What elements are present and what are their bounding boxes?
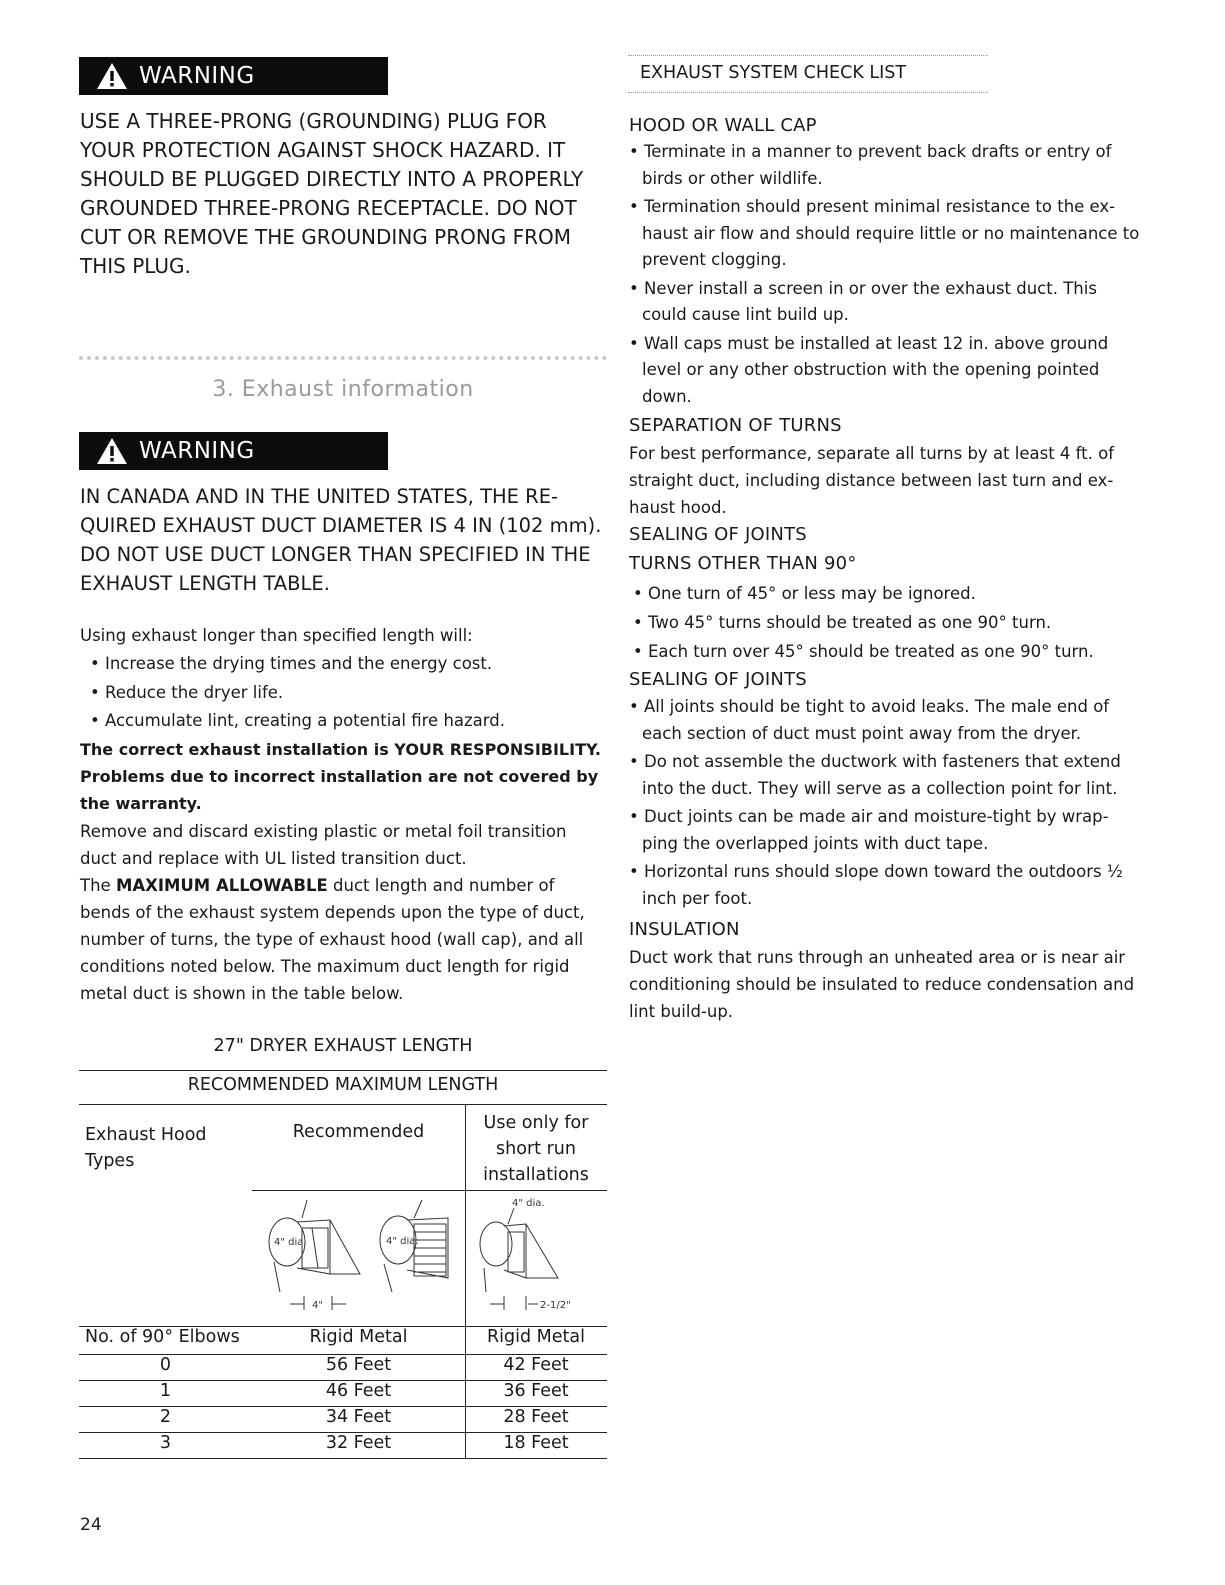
list-item: • Two 45° turns should be treated as one 90° turn. <box>633 613 1052 632</box>
table-cell: 2 <box>159 1407 172 1427</box>
list-item: • One turn of 45° or less may be ignored. <box>633 584 976 603</box>
text-line <box>629 694 1169 721</box>
text-line: inch per foot. <box>642 888 753 908</box>
text-line <box>629 749 1169 776</box>
checklist-title: EXHAUST SYSTEM CHECK LIST <box>640 63 907 83</box>
divider <box>79 1104 607 1105</box>
col-header-hood-types <box>85 1122 207 1174</box>
dimension-label: 2-1/2" <box>540 1300 571 1311</box>
text-line: haust air flow and should require little or no maintenance to <box>642 223 1140 243</box>
list-item <box>629 276 1169 329</box>
short-run-hood-illustration <box>466 1192 607 1322</box>
separation-text <box>629 440 1114 521</box>
text-line <box>629 804 1169 831</box>
text-span: Duct joints can be made air and moisture-tight by wrap- <box>643 807 1109 826</box>
intro-text: Using exhaust longer than specified length will: <box>80 626 473 645</box>
text-line: Remove and discard existing plastic or metal foil transition <box>80 822 567 841</box>
list-item <box>629 139 1169 192</box>
bullet-mark: • <box>629 197 644 216</box>
text-line: Use only for <box>483 1113 589 1133</box>
warning-triangle-icon <box>95 436 129 466</box>
text-line: conditioning should be insulated to reduce condensation and <box>629 975 1135 994</box>
text-span: All joints should be tight to avoid leaks. The male end of <box>643 697 1110 716</box>
warning-2-text <box>80 482 620 598</box>
dimension-label: 4" <box>312 1300 323 1311</box>
hood-bullets <box>629 139 1169 412</box>
table-cell: 32 Feet <box>325 1433 392 1453</box>
bullet-mark: • <box>629 697 644 716</box>
text-line: could cause lint build up. <box>642 305 849 324</box>
table-cell: 36 Feet <box>503 1381 569 1401</box>
text-line: DO NOT USE DUCT LONGER THAN SPECIFIED IN THE <box>80 543 591 566</box>
remove-note <box>80 818 566 872</box>
section-title: 3. Exhaust information <box>212 377 474 402</box>
section-divider <box>79 356 607 360</box>
bullet-mark: • <box>629 142 644 161</box>
text-line: level or any other obstruction with the opening pointed <box>642 360 1100 379</box>
text-line <box>629 331 1169 358</box>
text-line: down. <box>642 386 692 406</box>
divider <box>79 1458 607 1459</box>
rigid-metal-header: Rigid Metal <box>487 1327 585 1347</box>
text-line: IN CANADA AND IN THE UNITED STATES, THE RE- <box>80 485 559 508</box>
table-title: 27" DRYER EXHAUST LENGTH <box>213 1036 473 1056</box>
page-number: 24 <box>80 1515 102 1535</box>
text-span: Never install a screen in or over the exhaust duct. This <box>643 278 1097 298</box>
text-line: duct and replace with UL listed transition duct. <box>80 849 467 868</box>
warning-label: WARNING <box>139 63 255 89</box>
list-item <box>629 749 1169 802</box>
row-header <box>79 1327 607 1353</box>
bullet-mark: • <box>629 862 644 881</box>
bullet-mark: • <box>629 278 644 298</box>
checklist-header <box>628 55 988 93</box>
list-item <box>629 859 1169 912</box>
text-span: Termination should present minimal resistance to the ex- <box>643 197 1116 216</box>
text-line: Duct work that runs through an unheated area or is near air <box>629 948 1126 967</box>
table-row <box>79 1433 607 1459</box>
dia-label: 4" dia. <box>274 1237 307 1248</box>
list-item: • Accumulate lint, creating a potential fire hazard. <box>90 711 506 730</box>
bullet-mark: • <box>629 807 644 826</box>
text-line: prevent clogging. <box>642 250 787 269</box>
rigid-metal-header: Rigid Metal <box>309 1327 408 1347</box>
warning-label: WARNING <box>139 438 255 464</box>
col-header-short-run <box>465 1110 607 1188</box>
text-line: bends of the exhaust system depends upon the type of duct, <box>80 903 585 922</box>
text-line: Exhaust Hood <box>85 1125 207 1145</box>
warning-banner <box>79 57 388 95</box>
table-cell: 1 <box>159 1381 172 1401</box>
table-subtitle: RECOMMENDED MAXIMUM LENGTH <box>187 1075 499 1095</box>
text-line: into the duct. They will serve as a collection point for lint. <box>642 778 1118 798</box>
list-item <box>629 331 1169 411</box>
table-cell: 0 <box>159 1355 172 1375</box>
max-allowable-note <box>80 872 615 1007</box>
text-line: number of turns, the type of exhaust hood (wall cap), and all <box>80 930 584 949</box>
text-line: lint build-up. <box>629 1002 734 1021</box>
text-span: Terminate in a manner to prevent back drafts or entry of <box>643 142 1112 161</box>
insulation-text <box>629 944 1134 1025</box>
text-line <box>629 139 1169 166</box>
text-line: short run <box>496 1139 576 1159</box>
table-cell: 18 Feet <box>503 1433 569 1453</box>
table-cell: 46 Feet <box>325 1381 392 1401</box>
table-cell: 28 Feet <box>503 1407 569 1427</box>
text-line: ping the overlapped joints with duct tape. <box>642 833 989 853</box>
text-line <box>629 276 1169 303</box>
list-item: • Increase the drying times and the energy cost. <box>90 654 493 673</box>
text-line: QUIRED EXHAUST DUCT DIAMETER IS 4 IN (102 mm). <box>80 514 602 537</box>
text-line: EXHAUST LENGTH TABLE. <box>80 572 330 595</box>
sealing-bullets <box>629 694 1169 914</box>
table-cell: 3 <box>159 1433 172 1453</box>
insulation-title: INSULATION <box>629 919 740 940</box>
list-item <box>629 694 1169 747</box>
text-span: Do not assemble the ductwork with fasteners that extend <box>643 752 1121 771</box>
responsibility-note <box>80 736 601 817</box>
text-line: haust hood. <box>629 498 727 517</box>
text-line <box>629 194 1169 221</box>
text-span: Wall caps must be installed at least 12 in. above ground <box>643 333 1109 353</box>
louvered-hood-illustration <box>252 1192 465 1322</box>
text-line: conditions noted below. The maximum duct length for rigid <box>80 957 570 976</box>
table-row <box>79 1407 607 1433</box>
text-line: For best performance, separate all turns by at least 4 ft. of <box>629 444 1115 463</box>
list-item <box>629 804 1169 857</box>
table-cell: 42 Feet <box>503 1355 569 1375</box>
list-item: • Reduce the dryer life. <box>90 682 284 702</box>
text-line: each section of duct must point away from the dryer. <box>642 723 1082 743</box>
table-cell: 56 Feet <box>325 1355 392 1375</box>
bullet-list <box>90 650 505 736</box>
separation-title: SEPARATION OF TURNS <box>629 415 842 436</box>
text-line: Problems due to incorrect installation are not covered by <box>80 767 599 786</box>
table-cell: 34 Feet <box>325 1407 392 1427</box>
warning-text: USE A THREE-PRONG (GROUNDING) PLUG FOR YOUR PROTECTION AGAINST SHOCK HAZARD. IT SHOULD BE PLUGGED DIRECTLY INTO A PROPERLY GROUNDED THREE-PRONG RECEPTACLE. DO NOT CUT OR REMOVE THE GROUNDING PRONG FROM THIS PLUG. <box>80 109 584 278</box>
turns-bullets <box>629 579 1094 666</box>
turns-title: TURNS OTHER THAN 90° <box>629 553 857 574</box>
text-line: installations <box>483 1165 589 1185</box>
text-line: birds or other wildlife. <box>642 168 823 188</box>
sealing-title: SEALING OF JOINTS <box>629 524 807 545</box>
divider <box>252 1190 607 1191</box>
table-row <box>79 1355 607 1381</box>
bullet-mark: • <box>629 752 644 771</box>
dia-label: 4" dia. <box>386 1236 419 1247</box>
sealing-title-2: SEALING OF JOINTS <box>629 669 807 690</box>
list-item: • Each turn over 45° should be treated as one 90° turn. <box>633 642 1094 661</box>
table-row <box>79 1381 607 1407</box>
divider <box>79 1070 607 1071</box>
text-line: metal duct is shown in the table below. <box>80 984 404 1003</box>
text-line <box>629 859 1169 886</box>
text-line: straight duct, including distance between last turn and ex- <box>629 471 1114 490</box>
dia-label: 4" dia. <box>512 1198 545 1209</box>
bullet-mark: • <box>629 333 644 353</box>
text-span: Horizontal runs should slope down toward the outdoors ½ <box>643 862 1123 881</box>
text-line: The MAXIMUM ALLOWABLE duct length and number of <box>80 876 555 895</box>
text-line: The correct exhaust installation is YOUR RESPONSIBILITY. <box>80 740 601 759</box>
hood-title: HOOD OR WALL CAP <box>629 115 817 136</box>
elbows-header: No. of 90° Elbows <box>85 1327 240 1347</box>
list-item <box>629 194 1169 274</box>
text-line: the warranty. <box>80 794 202 813</box>
col-header-recommended: Recommended <box>292 1122 425 1142</box>
text-line: Types <box>85 1151 135 1171</box>
warning-banner-2 <box>79 432 388 470</box>
warning-triangle-icon <box>95 61 129 91</box>
